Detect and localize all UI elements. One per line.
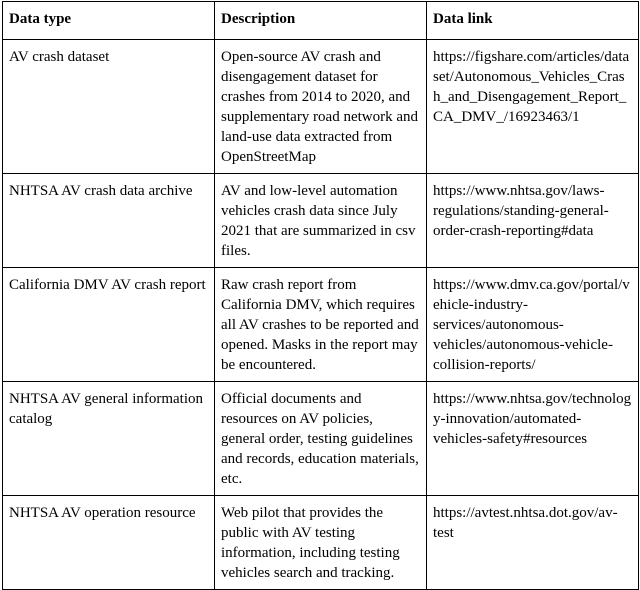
header-data-link: Data link [427,2,639,40]
data-type-cell: NHTSA AV general information catalog [3,382,215,496]
data-sources-table [2,1,639,590]
table-row [3,268,639,382]
data-type-cell: California DMV AV crash report [3,268,215,382]
data-link-cell[interactable]: https://www.nhtsa.gov/technology-innovation/automated-vehicles-safety#resources [427,382,639,496]
data-link-cell[interactable]: https://www.nhtsa.gov/laws-regulations/standing-general-order-crash-reporting#data [427,174,639,268]
description-cell: Web pilot that provides the public with AV testing information, including testing vehicles search and tracking. [215,496,427,590]
table-row [3,40,639,174]
data-link-cell[interactable]: https://figshare.com/articles/dataset/Autonomous_Vehicles_Crash_and_Disengagement_Report_CA_DMV_/16923463/1 [427,40,639,174]
description-cell: Raw crash report from California DMV, which requires all AV crashes to be reported and opened. Masks in the report may be encountered. [215,268,427,382]
data-link-cell[interactable]: https://avtest.nhtsa.dot.gov/av-test [427,496,639,590]
table-row [3,496,639,590]
data-type-cell: NHTSA AV crash data archive [3,174,215,268]
header-row [3,2,639,40]
description-cell: Official documents and resources on AV policies, general order, testing guidelines and records, education materials, etc. [215,382,427,496]
header-data-type: Data type [3,2,215,40]
table-row [3,382,639,496]
table-row [3,174,639,268]
data-type-cell: NHTSA AV operation resource [3,496,215,590]
header-description: Description [215,2,427,40]
data-link-cell[interactable]: https://www.dmv.ca.gov/portal/vehicle-industry-services/autonomous-vehicles/autonomous-vehicle-collision-reports/ [427,268,639,382]
description-cell: Open-source AV crash and disengagement dataset for crashes from 2014 to 2020, and supplementary road network and land-use data extracted from OpenStreetMap [215,40,427,174]
description-cell: AV and low-level automation vehicles crash data since July 2021 that are summarized in csv files. [215,174,427,268]
data-type-cell: AV crash dataset [3,40,215,174]
